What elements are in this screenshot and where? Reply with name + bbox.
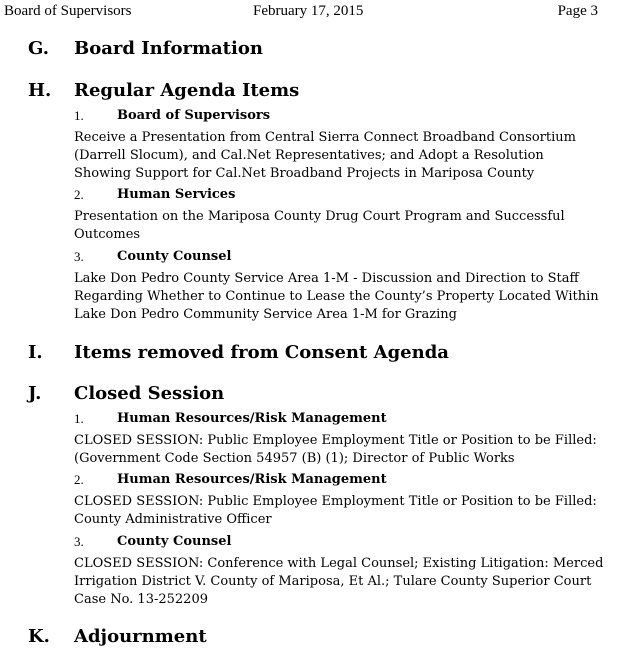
- section-title: Regular Agenda Items: [74, 80, 300, 101]
- section-letter: J.: [28, 383, 42, 404]
- agenda-item-description: Lake Don Pedro County Service Area 1-M - Discussion and Direction to Staff Regarding Whether to Continue to Lease the County’s Property Located Within Lake Don Pedro Community Service Area 1-M for Grazing: [74, 271, 599, 322]
- section-letter: I.: [28, 342, 43, 363]
- agenda-item-title: Board of Supervisors: [117, 108, 271, 123]
- agenda-item-description: Receive a Presentation from Central Sierra Connect Broadband Consortium (Darrell Slocum), and Cal.Net Representatives; and Adopt a Resolution Showing Support for Cal.Net Broadband Projects in Mariposa County: [74, 130, 576, 181]
- agenda-item-description: CLOSED SESSION: Public Employee Employment Title or Position to be Filled: (Government Code Section 54957 (B) (1); Director of Public Works: [74, 433, 597, 466]
- agenda-item-number: 1.: [74, 411, 84, 426]
- agenda-item-number: 3.: [74, 534, 84, 549]
- agenda-item-title: Human Resources/Risk Management: [117, 411, 387, 426]
- agenda-item-description: CLOSED SESSION: Conference with Legal Counsel; Existing Litigation: Merced Irrigation District V. County of Mariposa, Et Al.; Tulare County Superior Court Case No. 13-252209: [74, 556, 604, 607]
- header-board-name: Board of Supervisors: [4, 3, 132, 19]
- section-letter: G.: [28, 38, 49, 59]
- agenda-item-title: Human Resources/Risk Management: [117, 472, 387, 487]
- section-title: Adjournment: [74, 626, 207, 647]
- agenda-item-number: 3.: [74, 249, 84, 264]
- header-date: February 17, 2015: [253, 3, 364, 19]
- agenda-item-number: 1.: [74, 108, 84, 123]
- agenda-item-number: 2.: [74, 472, 84, 487]
- agenda-item-number: 2.: [74, 187, 84, 202]
- agenda-item-title: County Counsel: [117, 249, 232, 264]
- agenda-item-description: Presentation on the Mariposa County Drug Court Program and Successful Outcomes: [74, 209, 565, 242]
- page-header: [0, 0, 620, 22]
- agenda-item-title: Human Services: [117, 187, 236, 202]
- header-page-number: Page 3: [557, 3, 598, 19]
- section-letter: H.: [28, 80, 52, 101]
- agenda-item-title: County Counsel: [117, 534, 232, 549]
- section-title: Closed Session: [74, 383, 225, 404]
- section-title: Board Information: [74, 38, 263, 59]
- section-letter: K.: [28, 626, 50, 647]
- section-title: Items removed from Consent Agenda: [74, 342, 449, 363]
- agenda-item-description: CLOSED SESSION: Public Employee Employment Title or Position to be Filled: County Administrative Officer: [74, 494, 597, 527]
